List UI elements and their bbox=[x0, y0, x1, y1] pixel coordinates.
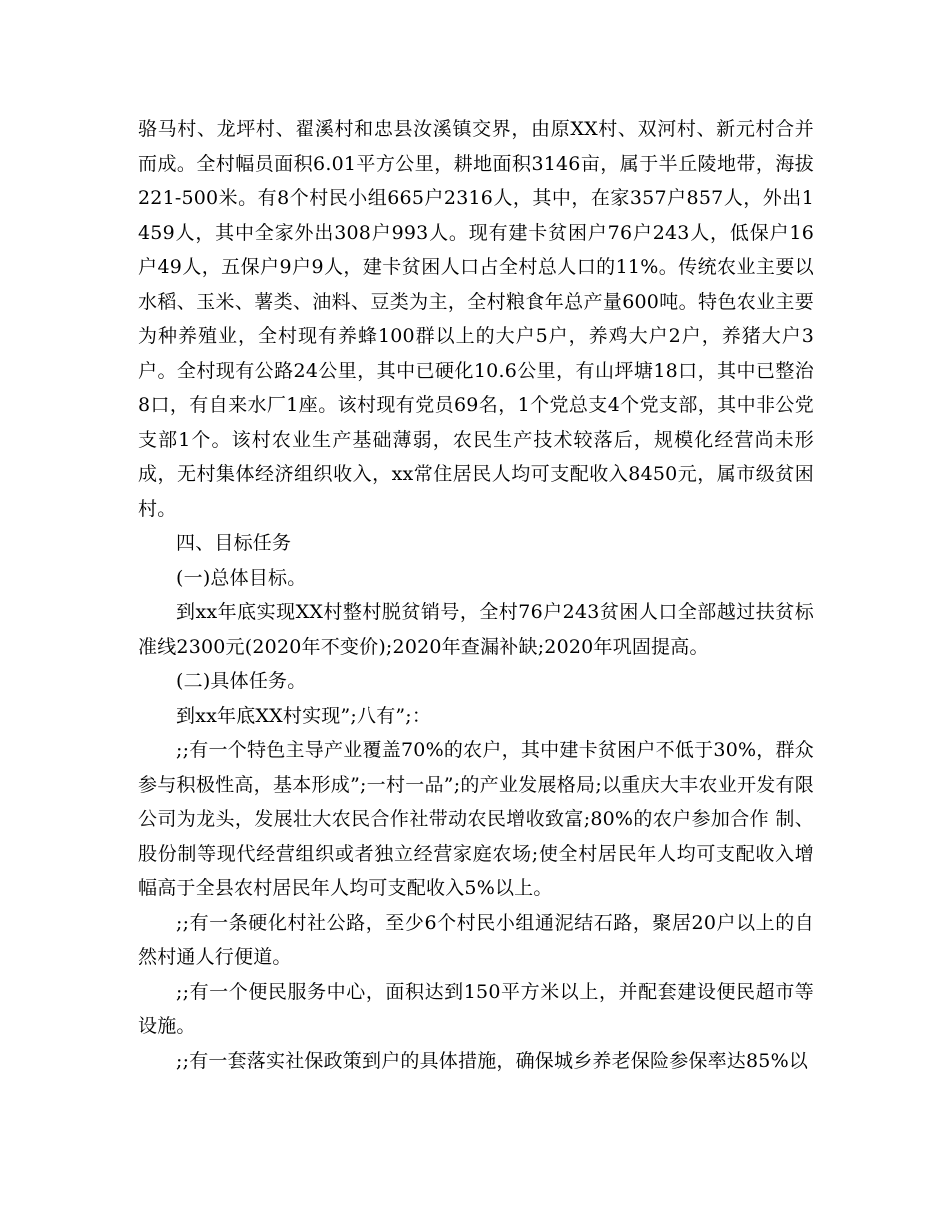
paragraph-task-service-center: ;;有一个便民服务中心，面积达到150平方米以上，并配套建设便民超市等设施。 bbox=[138, 980, 814, 1037]
paragraph-task-road: ;;有一条硬化村社公路，至少6个村民小组通泥结石路，聚居20户以上的自然村通人行便道。 bbox=[138, 911, 814, 968]
paragraph-village-overview: 骆马村、龙坪村、翟溪村和忠县汝溪镇交界，由原XX村、双河村、新元村合并而成。全村幅员面积6.01平方公里，耕地面积3146亩，属于半丘陵地带，海拔221-500米。有8个村民小组665户2316人，其中，在家357户857人，外出1459人，其中全家外出308户993人。现有建卡贫困户76户243人，低保户16户49人，五保户9户9人，建卡贫困人口占全村总人口的11%。传统农业主要以水稻、玉米、薯类、油料、豆类为主，全村粮食年总产量600吨。特色农业主要为种养殖业，全村现有养蜂100群以上的大户5户，养鸡大户2户，养猪大户3户。全村现有公路24公里，其中已硬化10.6公里，有山坪塘18口，其中已整治8口，有自来水厂1座。该村现有党员69名，1个党总支4个党支部，其中非公党支部1个。该村农业生产基础薄弱，农民生产技术较落后，规模化经营尚未形成，无村集体经济组织收入，xx常住居民人均可支配收入8450元，属市级贫困村。 bbox=[138, 118, 814, 520]
document-page bbox=[138, 112, 814, 1078]
paragraph-task-industry: ;;有一个特色主导产业覆盖70%的农户，其中建卡贫困户不低于30%，群众参与积极性高，基本形成”;一村一品”;的产业发展格局;以重庆大丰农业开发有限公司为龙头，发展壮大农民合作社带动农民增收致富;80%的农户参加合作 制、股份制等现代经营组织或者独立经营家庭农场;使全村居民年人均可支配收入增幅高于全县农村居民年人均可支配收入5%以上。 bbox=[138, 739, 814, 899]
paragraph-overall-goal: 到xx年底实现XX村整村脱贫销号，全村76户243贫困人口全部越过扶贫标准线2300元(2020年不变价);2020年查漏补缺;2020年巩固提高。 bbox=[138, 601, 814, 658]
section-heading-goals-tasks: 四、目标任务 bbox=[176, 532, 292, 554]
subheading-specific-tasks: (二)具体任务。 bbox=[176, 670, 307, 692]
subheading-overall-goal: (一)总体目标。 bbox=[176, 566, 307, 589]
paragraph-eight-haves-intro: 到xx年底XX村实现”;八有”;： bbox=[176, 704, 432, 727]
paragraph-task-social-security: ;;有一套落实社保政策到户的具体措施，确保城乡养老保险参保率达85%以 bbox=[176, 1049, 809, 1072]
